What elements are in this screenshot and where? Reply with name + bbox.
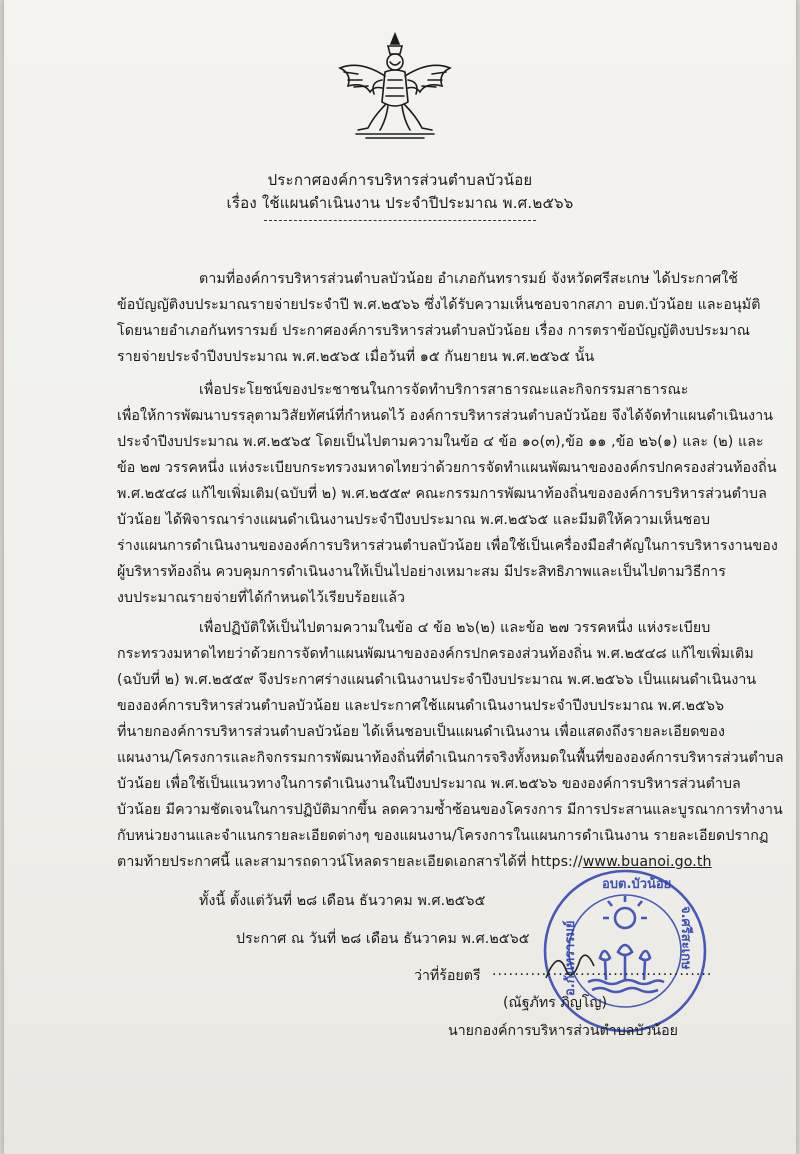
document-subject: เรื่อง ใช้แผนดำเนินงาน ประจำปีประมาณ พ.ศ.๒๕๖๖ bbox=[226, 194, 574, 212]
body-line: ขององค์การบริหารส่วนตำบลบัวน้อย และประกาศใช้แผนดำเนินงานประจำปีงบประมาณ พ.ศ.๒๕๖๖ bbox=[117, 698, 725, 714]
body-line: ผู้บริหารท้องถิ่น ควบคุมการดำเนินงานให้เป็นไปอย่างเหมาะสม มีประสิทธิภาพและเป็นไปตามวิธีการ bbox=[117, 564, 726, 580]
body-line: รายจ่ายประจำปีงบประมาณ พ.ศ.๒๕๖๕ เมื่อวันที่ ๑๕ กันยายน พ.ศ.๒๕๖๕ นั้น bbox=[117, 349, 595, 365]
document-title: ประกาศองค์การบริหารส่วนตำบลบัวน้อย bbox=[267, 171, 533, 189]
body-line: (ฉบับที่ ๒) พ.ศ.๒๕๕๙ จึงประกาศร่างแผนดำเนินงานประจำปีงบประมาณ พ.ศ.๒๕๖๖ เป็นแผนดำเนินงาน bbox=[117, 672, 757, 688]
website-link[interactable]: www.buanoi.go.th bbox=[582, 854, 712, 870]
body-line: โดยนายอำเภอกันทรารมย์ ประกาศองค์การบริหารส่วนตำบลบัวน้อย เรื่อง การตราข้อบัญญัติงบประมาณ bbox=[117, 323, 751, 339]
body-line: ประจำปีงบประมาณ พ.ศ.๒๕๖๕ โดยเป็นไปตามความในข้อ ๔ ข้อ ๑๐(๓),ข้อ ๑๑ ,ข้อ ๒๖(๑) และ (๒) และ bbox=[117, 434, 764, 450]
body-line: บัวน้อย ได้พิจารณาร่างแผนดำเนินงานประจำปีงบประมาณ พ.ศ.๒๕๖๕ และมีมติให้ความเห็นชอบ bbox=[117, 512, 711, 528]
body-line: บัวน้อย เพื่อใช้เป็นแนวทางในการดำเนินงานในปีงบประมาณ พ.ศ.๒๕๖๖ ขององค์การบริหารส่วนตำบล bbox=[117, 776, 741, 792]
signature-line: ........................................ bbox=[492, 963, 713, 979]
body-line: พ.ศ.๒๕๔๘ แก้ไขเพิ่มเติม(ฉบับที่ ๒) พ.ศ.๒๕๕๙ คณะกรรมการพัฒนาท้องถิ่นขององค์การบริหารส่วนตำบล bbox=[117, 486, 767, 502]
body-line: เพื่อประโยชน์ของประชาชนในการจัดทำบริการสาธารณะและกิจกรรมสาธารณะ bbox=[199, 382, 689, 398]
effective-date: ทั้งนี้ ตั้งแต่วันที่ ๒๘ เดือน ธันวาคม พ.ศ.๒๕๖๕ bbox=[199, 893, 486, 909]
stamp-left-text: อ.กันทรารมย์ bbox=[563, 920, 578, 996]
body-line: แผนงาน/โครงการและกิจกรรมการพัฒนาท้องถิ่นที่ดำเนินการจริงทั้งหมดในพื้นที่ขององค์การบริหารส่วนตำบล bbox=[117, 750, 784, 766]
signatory-name: (ณัฐภัทร ภิญโญ) bbox=[503, 995, 608, 1011]
body-line: ข้อบัญญัติงบประมาณรายจ่ายประจำปี พ.ศ.๒๕๖๖ ซึ่งได้รับความเห็นชอบจากสภา อบต.บัวน้อย และอนุมัติ bbox=[117, 297, 761, 313]
body-line: เพื่อปฏิบัติให้เป็นไปตามความในข้อ ๔ ข้อ ๒๖(๒) และข้อ ๒๗ วรรคหนึ่ง แห่งระเบียบ bbox=[199, 620, 711, 636]
signatory-position: นายกองค์การบริหารส่วนตำบลบัวน้อย bbox=[448, 1023, 678, 1039]
signatory-rank: ว่าที่ร้อยตรี bbox=[414, 968, 481, 984]
body-line: ข้อ ๒๗ วรรคหนึ่ง แห่งระเบียบกระทรวงมหาดไทยว่าด้วยการจัดทำแผนพัฒนาขององค์กรปกครองส่วนท้องถิ่น bbox=[117, 460, 777, 476]
body-line: ร่างแผนการดำเนินงานขององค์การบริหารส่วนตำบลบัวน้อย เพื่อใช้เป็นเครื่องมือสำคัญในการบริหารงานของ bbox=[117, 538, 778, 554]
handwritten-signature-icon bbox=[540, 940, 600, 990]
body-line-text: ตามท้ายประกาศนี้ และสามารถดาวน์โหลดรายละเอียดเอกสารได้ที่ https:// bbox=[117, 854, 583, 870]
body-line: กับหน่วยงานและจำแนกรายละเอียดต่างๆ ของแผนงาน/โครงการในแผนการดำเนินงาน รายละเอียดปรากฏ bbox=[117, 828, 769, 844]
garuda-emblem-icon bbox=[330, 30, 460, 150]
body-line: บัวน้อย มีความชัดเจนในการปฏิบัติมากขึ้น ลดความซ้ำซ้อนของโครงการ มีการประสานและบูรณาการทำงาน bbox=[117, 802, 783, 818]
stamp-top-text: อบต.บัวน้อย bbox=[602, 877, 672, 892]
body-line: เพื่อให้การพัฒนาบรรลุตามวิสัยทัศน์ที่กำหนดไว้ องค์การบริหารส่วนตำบลบัวน้อย จึงได้จัดทำแผนดำเนินงาน bbox=[117, 408, 774, 424]
body-line: งบประมาณรายจ่ายที่ได้กำหนดไว้เรียบร้อยแล้ว bbox=[117, 590, 406, 606]
announcement-date: ประกาศ ณ วันที่ ๒๘ เดือน ธันวาคม พ.ศ.๒๕๖๕ bbox=[236, 931, 530, 947]
body-line: กระทรวงมหาดไทยว่าด้วยการจัดทำแผนพัฒนาขององค์กรปกครองส่วนท้องถิ่น พ.ศ.๒๕๔๘ แก้ไขเพิ่มเติม bbox=[117, 646, 754, 662]
title-divider bbox=[264, 220, 536, 221]
stamp-right-text: จ.ศรีสะเกษ bbox=[678, 906, 693, 970]
body-line: ตามที่องค์การบริหารส่วนตำบลบัวน้อย อำเภอกันทรารมย์ จังหวัดศรีสะเกษ ได้ประกาศใช้ bbox=[199, 271, 739, 287]
body-line: ที่นายกองค์การบริหารส่วนตำบลบัวน้อย ได้เห็นชอบเป็นแผนดำเนินงาน เพื่อแสดงถึงรายละเอียดของ bbox=[117, 724, 726, 740]
